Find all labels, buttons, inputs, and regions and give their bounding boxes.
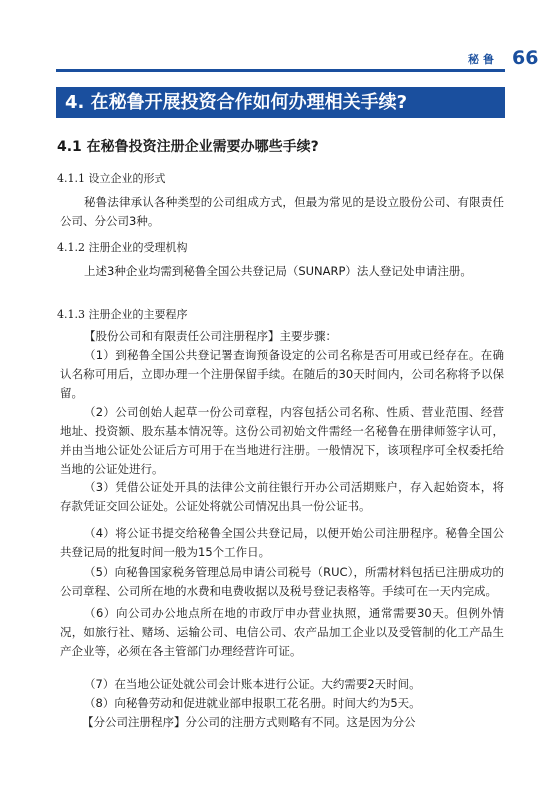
section-heading-4-1: 4.1 在秘鲁投资注册企业需要办哪些手续? (57, 139, 319, 155)
step-3: （3）凭借公证处开具的法律公文前往银行开办公司活期账户，存入起始资本，将存款凭证交回公证处。公证处将就公司情况出具一份公证书。 (60, 480, 504, 513)
page-number: 66 (512, 47, 539, 69)
step-2: （2）公司创始人起草一份公司章程，内容包括公司名称、性质、营业范围、经营地址、投资额、股东基本情况等。这份公司初始文件需经一名秘鲁在册律师签字认可，并由当地公证处公证后方可用于在当地进行注册。一般情况下，该项程序可全权委托给当地的公证处进行。 (60, 405, 504, 476)
paragraph-4-1-1: 秘鲁法律承认各种类型的公司组成方式，但最为常见的是设立股份公司、有限责任公司、分公司3种。 (60, 195, 504, 228)
subsection-heading-4-1-3: 4.1.3 注册企业的主要程序 (57, 308, 188, 321)
step-5: （5）向秘鲁国家税务管理总局申请公司税号（RUC），所需材料包括已注册成功的公司章程、公司所在地的水费和电费收据以及税号登记表格等。手续可在一天内完成。 (60, 565, 504, 598)
paragraph-4-1-3-intro: 【股份公司和有限责任公司注册程序】主要步骤： (84, 329, 337, 343)
page-title: 4. 在秘鲁开展投资合作如何办理相关手续? (65, 92, 408, 113)
step-7: （7）在当地公证处就公司会计账本进行公证。大约需要2天时间。 (84, 677, 421, 691)
title-band (56, 87, 505, 118)
paragraph-branch-registration: 【分公司注册程序】分公司的注册方式则略有不同。这是因为分公 (82, 715, 416, 729)
subsection-heading-4-1-2: 4.1.2 注册企业的受理机构 (57, 241, 188, 254)
step-6: （6）向公司办公地点所在地的市政厅申办营业执照，通常需要30天。但例外情况，如旅行社、赌场、运输公司、电信公司、农产品加工企业以及受管制的化工产品生产企业等，必须在各主管部门办理经营许可证。 (60, 606, 504, 658)
header-rule (56, 69, 505, 72)
header-country: 秘鲁 (468, 53, 498, 66)
step-4: （4）将公证书提交给秘鲁全国公共登记局，以便开始公司注册程序。秘鲁全国公共登记局的批复时间一般为15个工作日。 (60, 526, 504, 559)
step-1: （1）到秘鲁全国公共登记署查询预备设定的公司名称是否可用或已经存在。在确认名称可用后，立即办理一个注册保留手续。在随后的30天时间内，公司名称将予以保留。 (60, 348, 504, 400)
paragraph-4-1-2: 上述3种企业均需到秘鲁全国公共登记局（SUNARP）法人登记处申请注册。 (84, 264, 472, 278)
subsection-heading-4-1-1: 4.1.1 设立企业的形式 (57, 172, 166, 185)
step-8: （8）向秘鲁劳动和促进就业部申报职工花名册。时间大约为5天。 (84, 696, 421, 710)
